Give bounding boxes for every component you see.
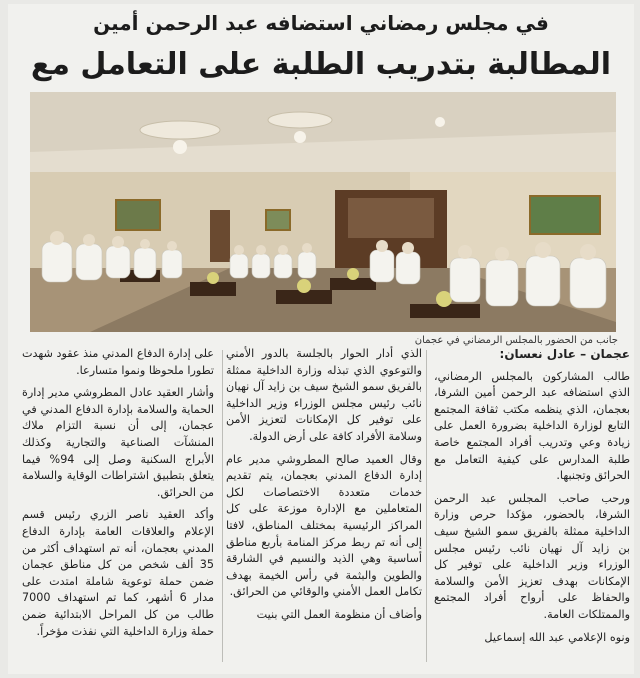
headline: المطالبة بتدريب الطلبة على التعامل مع [30, 47, 612, 82]
article-column-3 [22, 346, 214, 646]
column-divider [426, 350, 427, 662]
paragraph: وأشار العقيد عادل المطروشي مدير إدارة الحماية والسلامة بإدارة الدفاع المدني في عجمان، إلى أن نسبة التزام ملاك المنشآت الصناعية والتجارية وكذلك الأبراج السكنية وصل إلى 94% فيما يتعلق بتطبيق اشتراطات الوقاية والسلامة من الحرائق. [22, 386, 214, 499]
paragraph: ورحب صاحب المجلس عبد الرحمن الشرفا، بالحضور، مؤكدا حرص وزارة الداخلية ممثلة بالفريق سمو الشيخ سيف بن زايد آل نهيان نائب رئيس مجلس الوزراء وزير الداخلية على توفير كل الإمكانات بهدف تعزيز الأمن والسلامة والحفاظ على أرواح أفراد المجتمع والممتلكات العامة. [434, 491, 630, 621]
paragraph: الذي أدار الحوار بالجلسة بالدور الأمني والتوعوي الذي تبذله وزارة الداخلية ممثلة بالفريق سمو الشيخ سيف بن زايد آل نهيان نائب رئيس مجلس الوزراء وزير الداخلية على توفير كل الإمكانات لتعزيز الأمن وسلامة الأفراد كافة على أرض الدولة. [226, 347, 422, 443]
paragraph: على إدارة الدفاع المدني منذ عقود شهدت تطورا ملحوظا ونموا متسارعا. [22, 347, 214, 377]
column-divider [222, 350, 223, 662]
article-column-2 [226, 346, 422, 630]
paragraph: وقال العميد صالح المطروشي مدير عام إدارة الدفاع المدني بعجمان، يتم تقديم خدمات متعددة الاختصاصات لكل المتعاملين مع الإدارة موزعة على كل المراكز الرئيسية بمختلف المناطق، لافتا إلى أنه تم ربط مركز المنامة بأربع مناطق أساسية وهي الذيد والنسيم في الشارقة والطوين والبثمة في رأس الخيمة بهدف تكامل العمل الأمني والوقائي من الحرائق. [226, 452, 422, 599]
byline: عجمان – عادل نعسان: [499, 347, 630, 361]
article-photo [30, 92, 616, 332]
paragraph: وأضاف أن منظومة العمل التي بنيت [256, 607, 422, 621]
paragraph: ونوه الإعلامي عبد الله إسماعيل [484, 630, 630, 644]
paragraph: طالب المشاركون بالمجلس الرمضاني، الذي استضافه عبد الرحمن أمين الشرفا، بعجمان، الذي ينظمه مكتب ثقافة المجتمع التابع لوزارة الداخلية بضرورة العمل على زيادة وعي وتدريب أفراد المجتمع خاصة طلبة المدارس على كيفية التعامل مع الحرائق وتجنبها. [434, 369, 630, 483]
photo-caption: جانب من الحضور بالمجلس الرمضاني في عجمان [414, 335, 618, 346]
paragraph: وأكد العقيد ناصر الزري رئيس قسم الإعلام والعلاقات العامة بإدارة الدفاع المدني بعجمان، أنه تم استهداف أكثر من 35 ألف شخص من كل مناطق عجمان ضمن حملة توعوية شاملة امتدت على مدار 6 أشهر، كما تم استهداف 7000 طالب من كل المراحل الابتدائية ضمن حملة وزارة الداخلية التي نفذت مؤخراً. [22, 508, 214, 638]
article-column-1 [434, 346, 630, 652]
subheadline: في مجلس رمضاني استضافه عبد الرحمن أمين [93, 11, 549, 35]
